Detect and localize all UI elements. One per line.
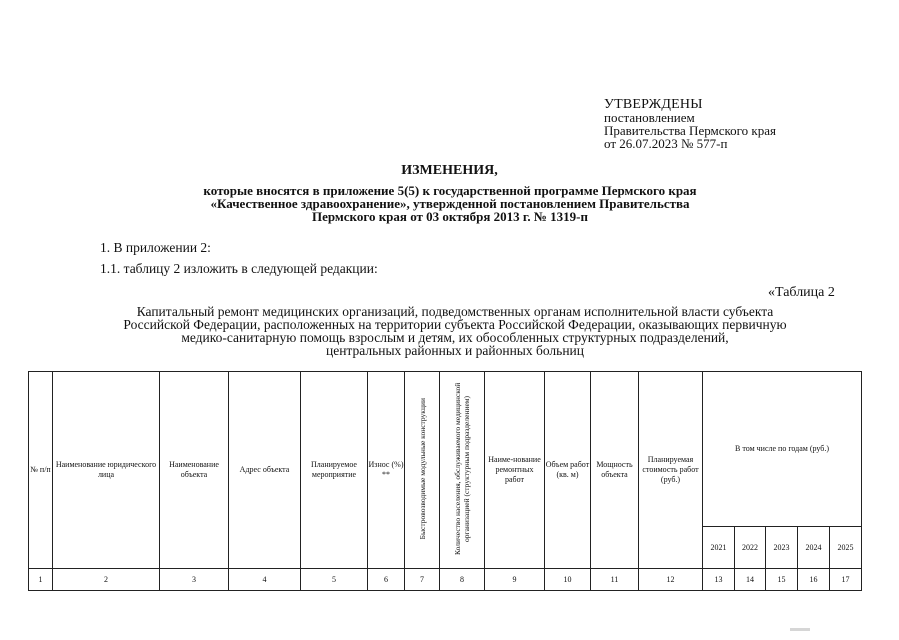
caption-line-3: медико-санитарную помощь взрослым и детям, их обособленных структурных подразделений, [181,330,729,345]
col-num-2: 2 [53,569,160,591]
header-work-volume: Объем работ (кв. м) [545,372,591,569]
paragraph-1-1: 1.1. таблицу 2 изложить в следующей редакции: [100,261,378,276]
header-population-cell [440,372,485,569]
header-year-2025: 2025 [830,527,862,569]
caption-line-1: Капитальный ремонт медицинских организаций, подведомственных органам исполнительной власти субъекта [136,304,774,319]
header-planned-cost: Планируемая стоимость работ (руб.) [639,372,703,569]
col-num-7: 7 [405,569,440,591]
col-num-3: 3 [160,569,229,591]
header-modular-structures: Быстровозводимые модульные конструкции [417,397,427,540]
approval-line-4: от 26.07.2023 № 577-п [604,136,728,151]
subtitle-line-2: «Качественное здравоохранение», утвержденной постановлением Правительства [210,196,690,211]
header-years-group: В том числе по годам (руб.) [703,372,862,527]
approval-heading: УТВЕРЖДЕНЫ [604,97,703,112]
header-wear: Износ (%) ** [368,372,405,569]
header-object-name: Наименование объекта [160,372,229,569]
caption-line-2: Российской Федерации, расположенных на территории субъекта Российской Федерации, оказывающих первичную [123,317,787,332]
col-num-15: 15 [766,569,798,591]
header-col-number: № п/п [29,372,53,569]
subtitle-line-1: которые вносятся в приложение 5(5) к государственной программе Пермского края [203,183,697,198]
col-num-8: 8 [440,569,485,591]
col-num-6: 6 [368,569,405,591]
document-subtitle [150,184,750,223]
col-num-13: 13 [703,569,735,591]
header-capacity: Мощность объекта [591,372,639,569]
scan-artifact [790,628,810,631]
header-repair-works: Наиме-нование ремонтных работ [485,372,545,569]
col-num-16: 16 [798,569,830,591]
header-population: Количество населения, обслуживаемого медицинской организацией (структурным подразделением) [453,382,471,555]
header-year-2024: 2024 [798,527,830,569]
paragraph-1: 1. В приложении 2: [100,240,211,255]
approval-line-2: постановлением [604,110,695,125]
header-object-address: Адрес объекта [229,372,301,569]
header-legal-entity: Наименование юридического лица [53,372,160,569]
header-year-2022: 2022 [735,527,766,569]
header-row [29,372,862,527]
col-num-9: 9 [485,569,545,591]
header-planned-measure: Планируемое мероприятие [301,372,368,569]
header-year-2023: 2023 [766,527,798,569]
table-reference: «Таблица 2 [768,285,835,300]
col-num-1: 1 [29,569,53,591]
col-num-11: 11 [591,569,639,591]
header-modular-structures-cell [405,372,440,569]
col-num-10: 10 [545,569,591,591]
header-year-2021: 2021 [703,527,735,569]
subtitle-line-3: Пермского края от 03 октября 2013 г. № 1319-п [312,209,588,224]
col-num-5: 5 [301,569,368,591]
caption-line-4: центральных районных и районных больниц [325,343,584,358]
approval-line-3: Правительства Пермского края [604,123,776,138]
approval-block [604,98,776,150]
column-numbering-row [29,569,862,591]
col-num-4: 4 [229,569,301,591]
col-num-14: 14 [735,569,766,591]
col-num-17: 17 [830,569,862,591]
document-title: ИЗМЕНЕНИЯ, [401,163,498,178]
table-caption [80,305,830,357]
col-num-12: 12 [639,569,703,591]
capital-repair-table [28,371,862,591]
